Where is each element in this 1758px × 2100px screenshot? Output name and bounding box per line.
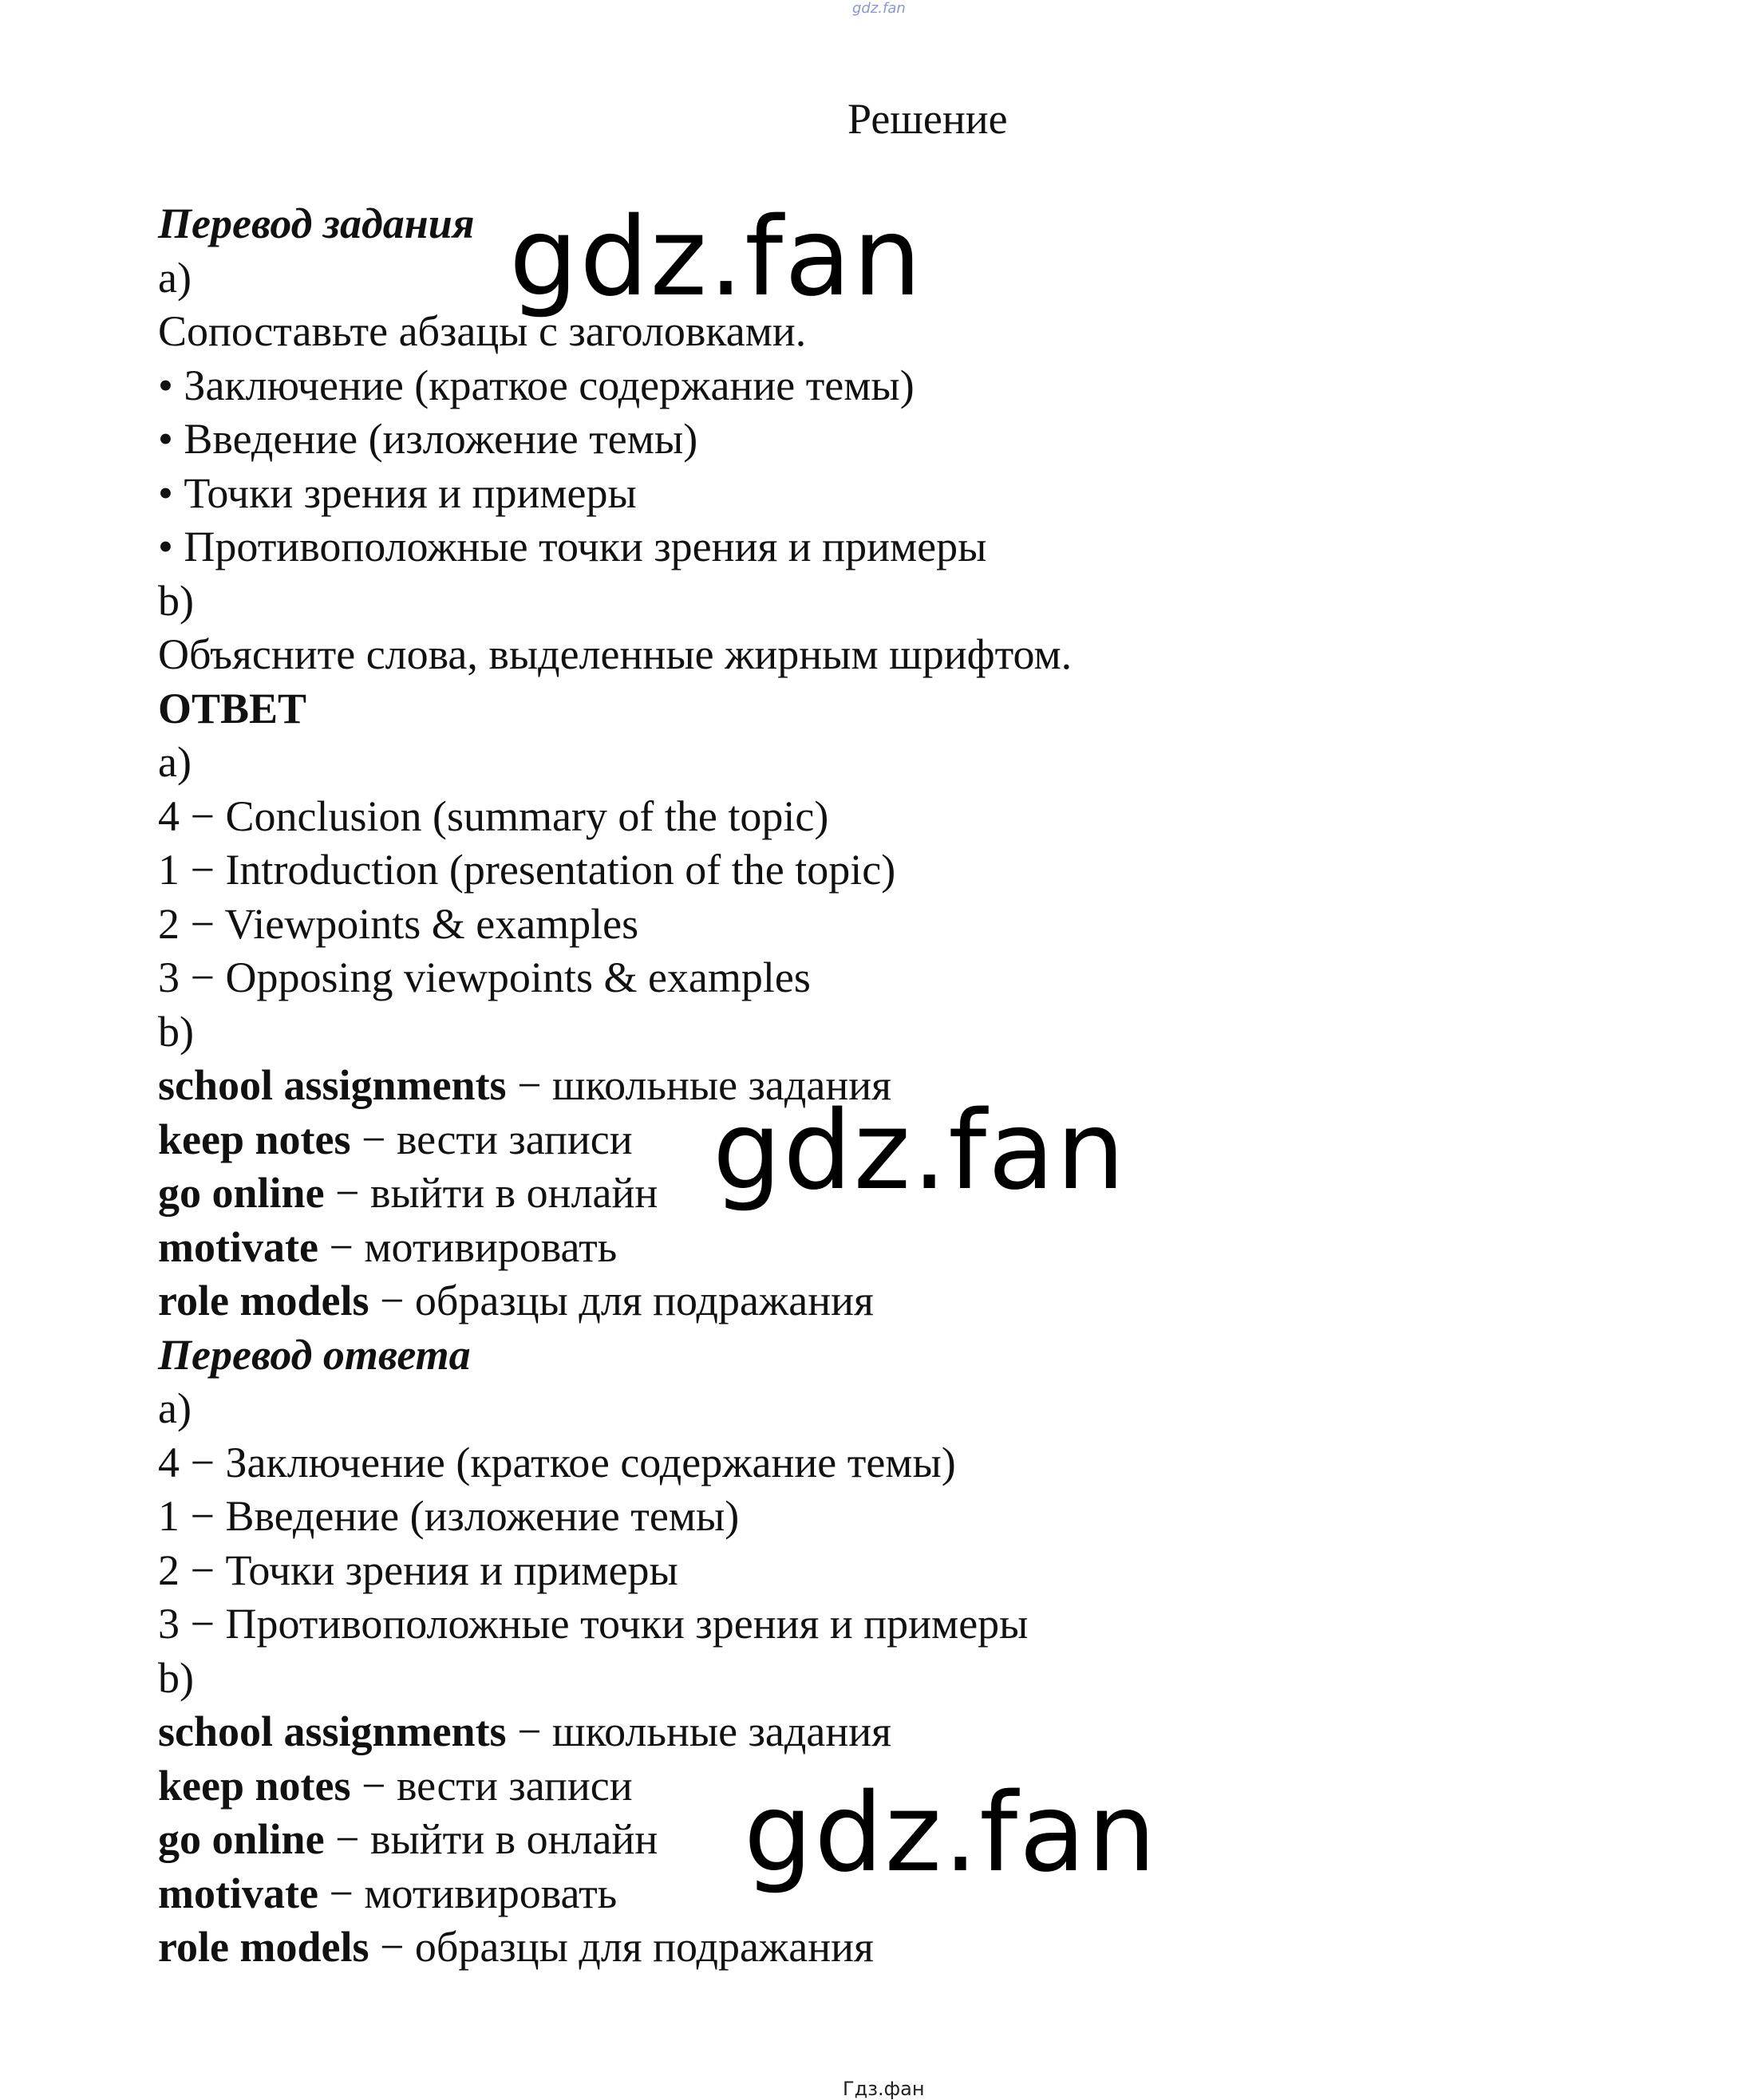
top-watermark: gdz.fan [852, 0, 906, 17]
line-text: • Противоположные точки зрения и примеры [158, 523, 987, 570]
text-line [158, 1328, 1072, 1383]
text-line [158, 843, 1072, 898]
term: ОТВЕТ [158, 684, 307, 732]
line-text: − мотивировать [318, 1222, 618, 1271]
term: motivate [158, 1222, 318, 1271]
line-text: − образцы для подражания [369, 1277, 874, 1324]
line-text: 1 − Introduction (presentation of the topic) [158, 846, 896, 894]
line-text: • Заключение (краткое содержание темы) [158, 361, 915, 409]
line-text: 1 − Введение (изложение темы) [158, 1492, 740, 1540]
text-line [158, 1920, 1072, 1975]
text-line [158, 1274, 1072, 1328]
line-text: − школьные задания [506, 1061, 891, 1109]
line-text: 2 − Viewpoints & examples [158, 899, 639, 948]
text-line [158, 951, 1072, 1005]
term: go online [158, 1815, 325, 1863]
text-line [158, 359, 1072, 413]
line-text: 4 − Заключение (краткое содержание темы) [158, 1438, 956, 1486]
line-text: − школьные задания [506, 1707, 891, 1755]
term: keep notes [158, 1761, 351, 1810]
term: go online [158, 1169, 325, 1217]
text-line [158, 736, 1072, 790]
text-line [158, 1490, 1072, 1544]
term: motivate [158, 1869, 318, 1917]
text-line [158, 1597, 1072, 1652]
line-text: 3 − Opposing viewpoints & examples [158, 953, 811, 1001]
term: school assignments [158, 1061, 507, 1109]
line-text: a) [158, 253, 192, 302]
section-heading: Перевод ответа [158, 1330, 471, 1379]
text-line [158, 1652, 1072, 1706]
text-line [158, 1544, 1072, 1598]
text-line [158, 520, 1072, 574]
line-text: • Введение (изложение темы) [158, 415, 698, 463]
line-text: − мотивировать [318, 1869, 618, 1917]
text-line [158, 1005, 1072, 1060]
text-line [158, 898, 1072, 952]
line-text: a) [158, 738, 192, 786]
line-text: b) [158, 576, 194, 625]
line-text: • Точки зрения и примеры [158, 468, 637, 517]
footer-text: Гдз.фан [843, 2078, 925, 2100]
line-text: Сопоставьте абзацы с заголовками. [158, 307, 807, 355]
watermark-1: gdz.fan [509, 195, 923, 321]
term: keep notes [158, 1115, 351, 1163]
text-line [158, 628, 1072, 682]
term: school assignments [158, 1707, 507, 1755]
line-text: − выйти в онлайн [324, 1815, 658, 1863]
text-line [158, 790, 1072, 844]
text-line [158, 1221, 1072, 1275]
text-line [158, 1382, 1072, 1436]
line-text: Объясните слова, выделенные жирным шрифтом. [158, 630, 1073, 678]
line-text: b) [158, 1653, 194, 1702]
line-text: a) [158, 1384, 192, 1432]
line-text: 4 − Conclusion (summary of the topic) [158, 791, 829, 840]
line-text: 3 − Противоположные точки зрения и примеры [158, 1600, 1029, 1648]
line-text: b) [158, 1007, 194, 1056]
text-line [158, 467, 1072, 521]
line-text: − вести записи [350, 1115, 633, 1163]
line-text: − образцы для подражания [369, 1923, 874, 1971]
text-line [158, 1705, 1072, 1759]
page-title: Решение [847, 95, 1008, 143]
section-heading: Перевод задания [158, 199, 475, 247]
text-line [158, 682, 1072, 736]
text-line [158, 574, 1072, 629]
document-body [158, 197, 1072, 1975]
text-line [158, 1436, 1072, 1490]
term: role models [158, 1277, 369, 1324]
watermark-2: gdz.fan [713, 1088, 1127, 1214]
text-line [158, 412, 1072, 467]
watermark-3: gdz.fan [744, 1770, 1158, 1897]
line-text: 2 − Точки зрения и примеры [158, 1545, 678, 1594]
line-text: − вести записи [350, 1761, 633, 1810]
term: role models [158, 1923, 369, 1971]
line-text: − выйти в онлайн [324, 1169, 658, 1217]
